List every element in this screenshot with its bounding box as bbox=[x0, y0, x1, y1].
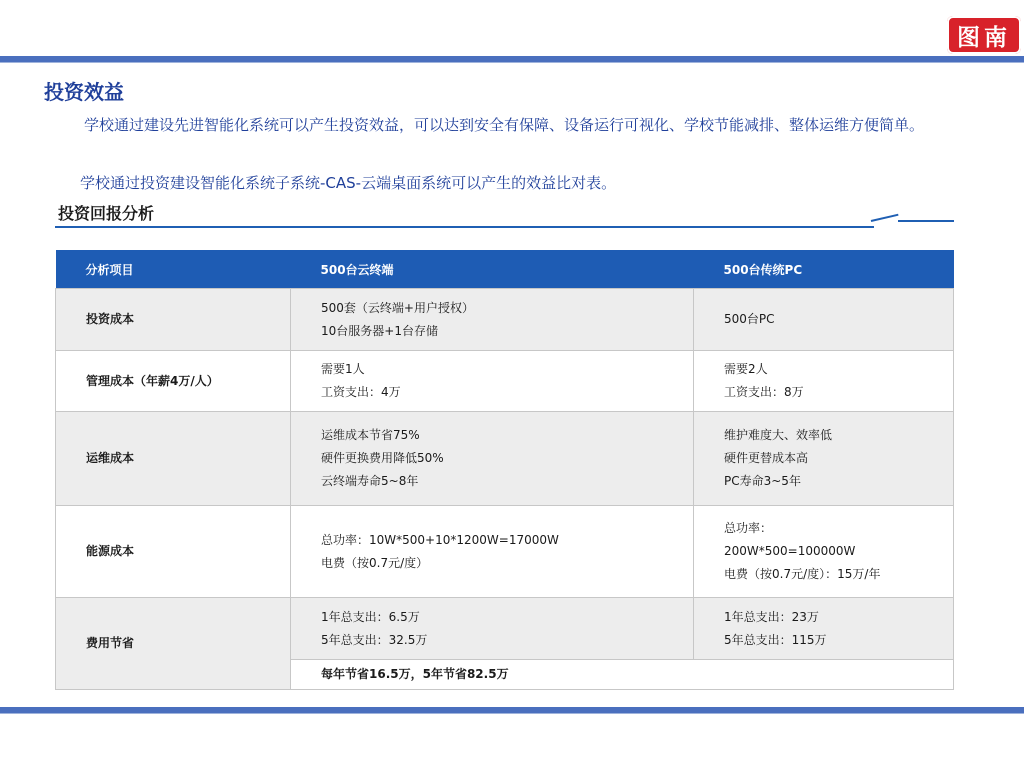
cloud-cell bbox=[291, 412, 694, 506]
cloud-cell bbox=[291, 598, 694, 660]
cell-line: 5年总支出：32.5万 bbox=[321, 632, 428, 647]
cell-line: 500套（云终端+用户授权） bbox=[321, 300, 474, 315]
cell-line: 1年总支出：6.5万 bbox=[321, 609, 420, 624]
cell-line: 总功率： bbox=[724, 521, 773, 535]
panel-title: 投资回报分析 bbox=[58, 204, 155, 223]
roi-panel bbox=[49, 198, 966, 694]
panel-title-underline-end bbox=[898, 220, 954, 222]
table-row bbox=[56, 412, 954, 506]
cell-line: 5年总支出：115万 bbox=[724, 632, 827, 647]
table-row bbox=[56, 598, 954, 660]
cell-line: 需要2人 bbox=[724, 362, 768, 376]
table-row bbox=[56, 506, 954, 598]
table-intro-paragraph: 学校通过投资建设智能化系统子系统-CAS-云端桌面系统可以产生的效益比对表。 bbox=[80, 174, 617, 192]
pc-cell bbox=[694, 598, 954, 660]
panel-title-underline bbox=[55, 226, 874, 228]
panel-title-underline-slope bbox=[871, 214, 899, 222]
cloud-cell bbox=[291, 289, 694, 351]
row-item: 费用节省 bbox=[56, 598, 291, 690]
cell-line: 云终端寿命5~8年 bbox=[321, 474, 419, 488]
pc-cell bbox=[694, 351, 954, 412]
cell-line: PC寿命3~5年 bbox=[724, 474, 801, 488]
cell-line: 需要1人 bbox=[321, 362, 365, 376]
row-item: 能源成本 bbox=[56, 506, 291, 598]
cell-line: 维护难度大、效率低 bbox=[724, 428, 833, 442]
header-pc: 500台传统PC bbox=[694, 250, 954, 289]
cell-line: 硬件更替成本高 bbox=[724, 451, 809, 465]
cell-line: 总功率：10W*500+10*1200W=17000W bbox=[321, 532, 559, 547]
cell-line: 电费（按0.7元/度）：15万/年 bbox=[724, 567, 881, 581]
roi-table bbox=[55, 250, 954, 690]
header-item: 分析项目 bbox=[56, 250, 291, 289]
table-row bbox=[56, 351, 954, 412]
pc-cell bbox=[694, 412, 954, 506]
cell-line: 硬件更换费用降低50% bbox=[321, 451, 444, 465]
savings-summary: 每年节省16.5万，5年节省82.5万 bbox=[291, 660, 954, 690]
cell-line: 工资支出：8万 bbox=[724, 385, 804, 399]
cell-line: 10台服务器+1台存储 bbox=[321, 323, 438, 338]
cloud-cell bbox=[291, 351, 694, 412]
row-item: 运维成本 bbox=[56, 412, 291, 506]
cell-line: 工资支出：4万 bbox=[321, 385, 401, 399]
cell-line: 200W*500=100000W bbox=[724, 544, 856, 558]
header-cloud: 500台云终端 bbox=[291, 250, 694, 289]
table-row bbox=[56, 289, 954, 351]
brand-logo: 图南 bbox=[947, 16, 1021, 54]
bottom-accent-line bbox=[0, 713, 1024, 714]
top-accent-line bbox=[0, 62, 1024, 63]
cell-line: 电费（按0.7元/度） bbox=[321, 555, 429, 570]
row-item: 投资成本 bbox=[56, 289, 291, 351]
table-header-row bbox=[56, 250, 954, 289]
intro-paragraph: 学校通过建设先进智能化系统可以产生投资效益，可以达到安全有保障、设备运行可视化、学校节能减排、整体运维方便简单。 bbox=[84, 116, 925, 134]
page-heading: 投资效益 bbox=[44, 80, 124, 104]
pc-cell bbox=[694, 506, 954, 598]
cloud-cell bbox=[291, 506, 694, 598]
cell-line: 1年总支出：23万 bbox=[724, 609, 819, 624]
cell-line: 500台PC bbox=[724, 312, 775, 326]
pc-cell bbox=[694, 289, 954, 351]
cell-line: 运维成本节省75% bbox=[321, 428, 420, 442]
row-item: 管理成本（年薪4万/人） bbox=[56, 351, 291, 412]
